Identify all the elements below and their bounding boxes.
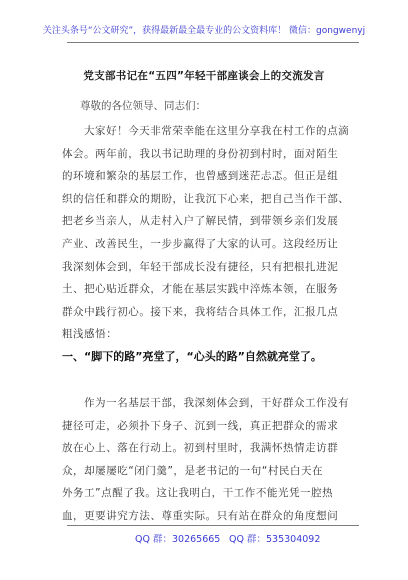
paragraph-2: [62, 392, 356, 528]
header-notice: 关注头条号“公文研究”，获得最新最全最专业的公文资料库！ 微信：gongwenyj: [42, 26, 366, 36]
paragraph-line: 放在心上、落在行动上。初到村里时，我满怀热情走访群: [62, 442, 339, 455]
paragraph-line: 众，却屡屡吃“闭门羹”，是老书记的一句“村民白天在: [62, 464, 324, 477]
paragraph-line: 大家好！今天非常荣幸能在这里分享我在村工作的点滴: [84, 125, 350, 137]
footer-qq-group-1: QQ 群：30265665: [135, 534, 221, 545]
paragraph-line: 血，更要讲究方法、尊重实际。只有站在群众的角度想问: [62, 509, 339, 522]
paragraph-line: 的环境和繁杂的基层工作，也曾感到迷茫忐忑。但正是组: [62, 170, 339, 183]
paragraph-line: 粗浅感悟：: [62, 328, 118, 341]
paragraph-line: 作为一名基层干部，我深刻体会到，干好群众工作没有: [84, 397, 350, 409]
page-footer: [0, 525, 408, 580]
paragraph-line: 群众中践行初心。接下来，我将结合具体工作，汇报几点: [62, 305, 339, 318]
paragraph-line: 产业、改善民生，一步步赢得了大家的认可。这段经历让: [62, 237, 339, 250]
paragraph-line: 把老乡当亲人，从走村入户了解民情，到带领乡亲们发展: [62, 215, 339, 228]
paragraph-line: 土、把心贴近群众，才能在基层实践中淬炼本领，在服务: [62, 283, 339, 296]
paragraph-1: [62, 120, 356, 346]
paragraph-line: 织的信任和群众的期盼，让我沉下心来，把自己当作干部、: [62, 192, 350, 205]
footer-qq-group-2: QQ 群：535304092: [229, 534, 321, 545]
page-header: [0, 0, 408, 48]
document-title: 党支部书记在“五四”年轻干部座谈会上的交流发言: [83, 70, 325, 82]
paragraph-line: 捷径可走，必须扑下身子、沉到一线，真正把群众的需求: [62, 419, 339, 432]
header-divider: [67, 42, 359, 43]
salutation: 尊敬的各位领导、同志们：: [80, 100, 206, 112]
section-heading: 一、“脚下的路”亮堂了，“心头的路”自然就亮堂了。: [62, 350, 322, 363]
paragraph-line: 外务工”点醒了我。这让我明白，干工作不能光凭一腔热: [62, 487, 334, 500]
paragraph-line: 体会。两年前，我以书记助理的身份初到村时，面对陌生: [62, 147, 339, 160]
paragraph-line: 我深刻体会到，年轻干部成长没有捷径，只有把根扎进泥: [62, 260, 339, 273]
footer-divider: [67, 525, 359, 526]
